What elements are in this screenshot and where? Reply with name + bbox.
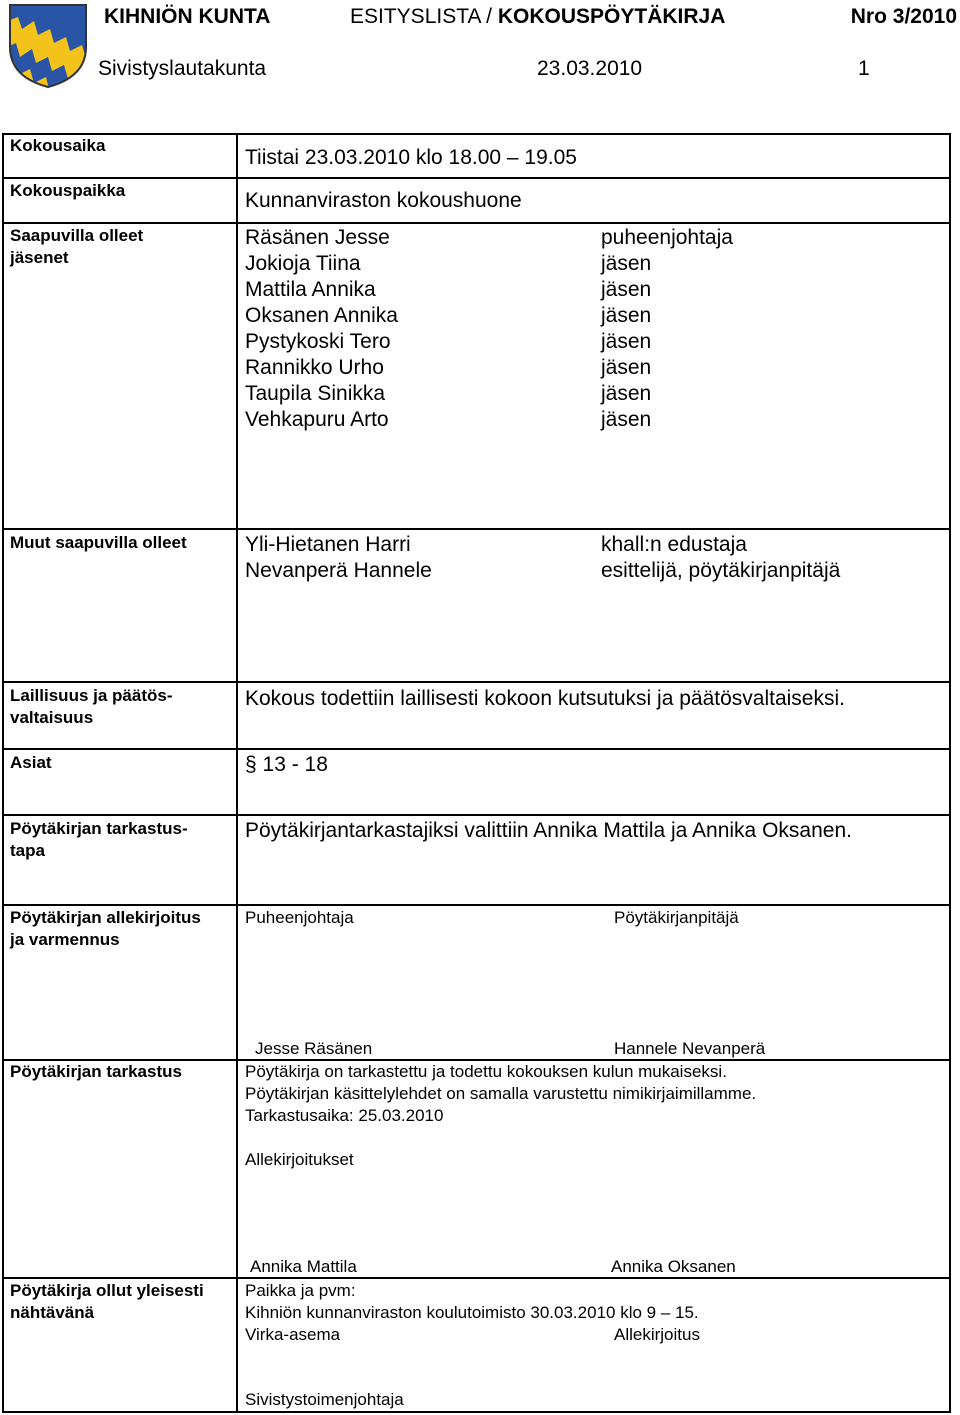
chair-title: Puheenjohtaja	[245, 908, 354, 927]
public-display-label	[10, 1280, 204, 1324]
meeting-place-value: Kunnanviraston kokoushuone	[245, 189, 522, 212]
check-method-label-line1: Pöytäkirjan tarkastus-	[10, 819, 188, 838]
member-role: jäsen	[601, 278, 652, 301]
others-roles-list	[601, 532, 840, 584]
inspector-1-name: Annika Mattila	[250, 1257, 357, 1276]
legality-label-line1: Laillisuus ja päätös-	[10, 686, 173, 705]
signing-label	[10, 907, 201, 951]
signatures-label: Allekirjoitukset	[245, 1150, 354, 1169]
members-label-line1: Saapuvilla olleet	[10, 226, 144, 245]
check-method-label	[10, 818, 188, 862]
board-name: Sivistyslautakunta	[98, 57, 267, 80]
row-divider	[2, 748, 951, 750]
document-type-main: KOKOUSPÖYTÄKIRJA	[497, 5, 726, 28]
signature-label: Allekirjoitus	[614, 1325, 700, 1344]
signing-label-line1: Pöytäkirjan allekirjoitus	[10, 908, 201, 927]
secretary-name: Hannele Nevanperä	[614, 1039, 766, 1058]
row-divider	[2, 814, 951, 816]
other-attendee-role: esittelijä, pöytäkirjanpitäjä	[601, 559, 841, 582]
position-label: Virka-asema	[245, 1325, 341, 1344]
member-name: Jokioja Tiina	[245, 252, 361, 275]
legality-value: Kokous todettiin laillisesti kokoon kutsutuksi ja päätösvaltaiseksi.	[245, 687, 845, 710]
legality-label-line2: valtaisuus	[10, 708, 94, 727]
inspection-line-1: Pöytäkirja on tarkastettu ja todettu kokouksen kulun mukaiseksi.	[245, 1062, 727, 1081]
position-value: Sivistystoimenjohtaja	[245, 1390, 404, 1409]
document-type	[350, 5, 725, 29]
public-display-label-line2: nähtävänä	[10, 1303, 95, 1322]
document-type-prefix: ESITYSLISTA /	[350, 5, 498, 28]
check-method-label-line2: tapa	[10, 841, 45, 860]
member-name: Rannikko Urho	[245, 356, 384, 379]
member-name: Oksanen Annika	[245, 304, 398, 327]
row-divider	[2, 904, 951, 906]
page-number: 1	[858, 57, 870, 80]
items-value: § 13 - 18	[245, 753, 328, 776]
row-divider	[2, 681, 951, 683]
member-name: Vehkapuru Arto	[245, 408, 389, 431]
member-names-list	[245, 225, 398, 433]
signing-label-line2: ja varmennus	[10, 930, 120, 949]
place-date-value: Kihniön kunnanviraston koulutoimisto 30.03.2010 klo 9 – 15.	[245, 1303, 699, 1322]
document-number: Nro 3/2010	[850, 5, 957, 28]
legality-label	[10, 685, 173, 729]
items-label: Asiat	[10, 753, 52, 772]
row-divider	[2, 1277, 951, 1279]
inspection-label: Pöytäkirjan tarkastus	[10, 1062, 182, 1081]
minutes-table	[2, 133, 951, 1413]
other-attendee-name: Nevanperä Hannele	[245, 559, 432, 582]
member-name: Taupila Sinikka	[245, 382, 386, 405]
row-divider	[2, 177, 951, 179]
inspection-line-3: Tarkastusaika: 25.03.2010	[245, 1106, 444, 1125]
others-names-list	[245, 532, 432, 584]
check-method-value: Pöytäkirjantarkastajiksi valittiin Annika Mattila ja Annika Oksanen.	[245, 819, 852, 842]
members-label	[10, 225, 143, 269]
member-name: Mattila Annika	[245, 278, 376, 301]
public-display-label-line1: Pöytäkirja ollut yleisesti	[10, 1281, 204, 1300]
meeting-place-label: Kokouspaikka	[10, 181, 126, 200]
place-date-label: Paikka ja pvm:	[245, 1281, 356, 1300]
member-name: Pystykoski Tero	[245, 330, 391, 353]
meeting-time-value: Tiistai 23.03.2010 klo 18.00 – 19.05	[245, 146, 577, 169]
municipal-coat-of-arms-logo	[8, 3, 88, 89]
member-role: jäsen	[601, 330, 652, 353]
member-roles-list	[601, 225, 733, 433]
chair-name: Jesse Räsänen	[255, 1039, 373, 1058]
member-name: Räsänen Jesse	[245, 226, 390, 249]
row-divider	[2, 222, 951, 224]
row-divider	[2, 528, 951, 530]
municipality-name: KIHNIÖN KUNTA	[104, 5, 271, 28]
member-role: jäsen	[601, 252, 652, 275]
inspector-2-name: Annika Oksanen	[611, 1257, 736, 1276]
member-role: jäsen	[601, 408, 652, 431]
column-divider	[236, 133, 238, 1413]
other-attendee-role: khall:n edustaja	[601, 533, 747, 556]
member-role: jäsen	[601, 382, 652, 405]
member-role: puheenjohtaja	[601, 226, 733, 249]
members-label-line2: jäsenet	[10, 248, 69, 267]
meeting-date: 23.03.2010	[537, 57, 643, 80]
member-role: jäsen	[601, 356, 652, 379]
other-attendee-name: Yli-Hietanen Harri	[245, 533, 411, 556]
inspection-line-2: Pöytäkirjan käsittelylehdet on samalla varustettu nimikirjaimillamme.	[245, 1084, 757, 1103]
secretary-title: Pöytäkirjanpitäjä	[614, 908, 739, 927]
meeting-time-label: Kokousaika	[10, 136, 106, 155]
others-present-label: Muut saapuvilla olleet	[10, 533, 187, 552]
member-role: jäsen	[601, 304, 652, 327]
